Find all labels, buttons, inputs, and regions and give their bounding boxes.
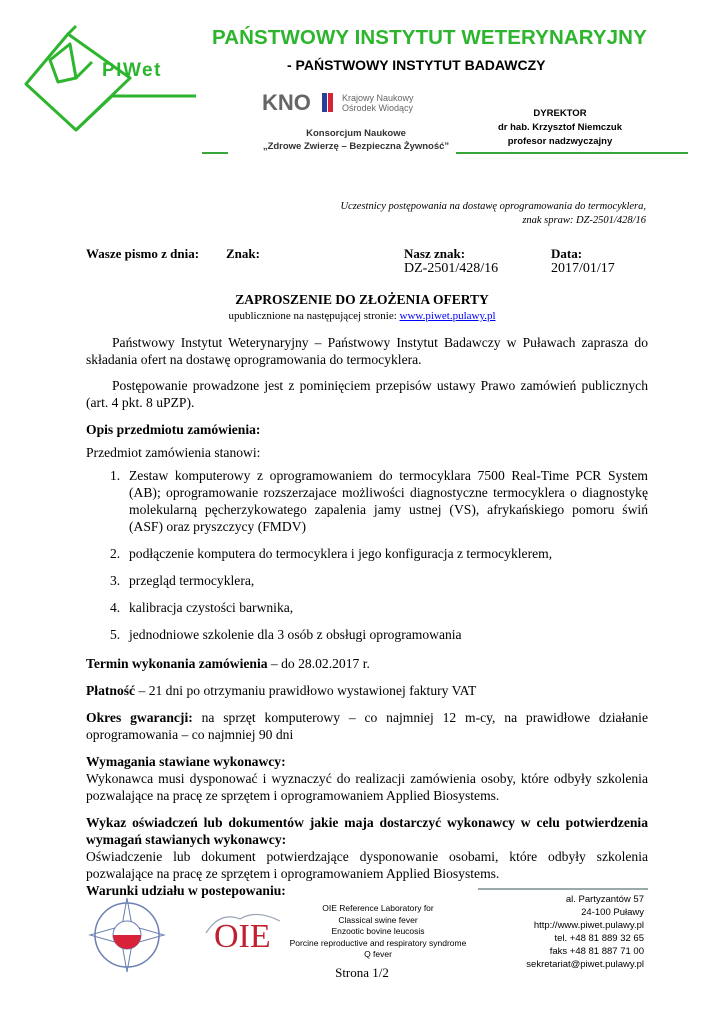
page-number: Strona 1/2 <box>335 965 389 980</box>
institute-subname: - PAŃSTWOWY INSTYTUT BADAWCZY <box>287 57 546 73</box>
warunki-heading: Warunki udziału w postepowaniu: <box>86 883 286 898</box>
address-email[interactable]: sekretariat@piwet.pulawy.pl <box>526 959 644 970</box>
our-sign-value: DZ-2501/428/16 <box>404 261 499 276</box>
list-item-number: 1. <box>110 468 121 483</box>
list-item <box>86 545 648 562</box>
director-block <box>470 107 650 149</box>
wykaz-heading: Wykaz oświadczeń lub dokumentów jakie maja dostarczyć wykonawcy w celu potwierdzenia wymagań stawianych wykonawcy: <box>86 815 648 847</box>
piwet-logo <box>20 22 200 137</box>
header-divider-left <box>202 152 228 154</box>
oie-line: Enzootic bovine leucosis <box>331 926 425 936</box>
subtitle-prefix: upublicznione na następującej stronie: <box>228 310 400 322</box>
list-item <box>86 626 648 643</box>
gwarancja-label: Okres gwarancji: <box>86 710 193 725</box>
platnosc-line <box>86 682 648 699</box>
items-list <box>86 467 648 643</box>
document-title: ZAPROSZENIE DO ZŁOŻENIA OFERTY <box>235 292 489 307</box>
director-name: dr hab. Krzysztof Niemczuk <box>497 122 623 133</box>
list-item-text: kalibracja czystości barwnika, <box>129 600 294 615</box>
list-item-text: jednodniowe szkolenie dla 3 osób z obsługi oprogramowania <box>129 627 462 642</box>
gwarancja-line <box>86 709 648 743</box>
address-street: al. Partyzantów 57 <box>565 894 644 905</box>
address-website[interactable]: http://www.piwet.pulawy.pl <box>533 920 644 931</box>
platnosc-value: – 21 dni po otrzymaniu prawidłowo wystawionej faktury VAT <box>135 683 477 698</box>
address-fax: faks +48 81 887 71 00 <box>549 946 644 957</box>
kno-logo-text: KNO <box>262 90 311 115</box>
oie-line: Q fever <box>364 949 392 959</box>
website-link[interactable]: www.piwet.pulawy.pl <box>399 310 496 322</box>
date-value: 2017/01/17 <box>551 261 615 276</box>
list-item-number: 5. <box>110 627 121 642</box>
institute-name: PAŃSTWOWY INSTYTUT WETERYNARYJNY <box>212 26 647 49</box>
document-subtitle <box>0 310 724 322</box>
date-label: Data: <box>551 246 583 261</box>
recipients-line1: Uczestnicy postępowania na dostawę oprogramowania do termocyklera, <box>340 201 646 212</box>
our-sign-label: Nasz znak: <box>404 246 466 261</box>
list-item-number: 4. <box>110 600 121 615</box>
oie-logo-text: OIE <box>214 918 271 955</box>
address-city: 24-100 Puławy <box>581 907 644 918</box>
kno-line2: Ośrodek Wiodący <box>342 103 414 113</box>
przedmiot-text: Przedmiot zamówienia stanowi: <box>86 445 261 460</box>
oie-logo <box>200 903 286 955</box>
list-item-text: Zestaw komputerowy z oprogramowaniem do termocyklara 7500 Real-Time PCR System (AB); oprogramowanie rozszerzajace możliwości diagnostyczne termocyklera o diagnostykę molekularną pęcherzykowatego zapalenia jamy ustnej (VS), afrykańskiego pomoru świń (ASF) oraz pryszczycy (FMDV) <box>129 468 648 534</box>
piwet-logo-text: PIWet <box>102 60 162 81</box>
list-item-text: przegląd termocyklera, <box>129 573 255 588</box>
kno-line1: Krajowy Naukowy <box>342 93 414 103</box>
list-item <box>86 467 648 535</box>
oie-reference-text <box>285 903 471 961</box>
termin-label: Termin wykonania zamówienia <box>86 656 268 671</box>
kno-logo <box>248 84 438 124</box>
list-item <box>86 599 648 616</box>
opis-heading: Opis przedmiotu zamówienia: <box>86 422 261 437</box>
recipients-line2: znak spraw: DZ-2501/428/16 <box>522 215 646 226</box>
oie-line: Classical swine fever <box>338 914 418 925</box>
your-letter-label: Wasze pismo z dnia: <box>86 246 200 261</box>
header-divider-right <box>456 152 688 154</box>
list-item <box>86 572 648 589</box>
konsorcjum-block <box>236 127 476 153</box>
platnosc-label: Płatność <box>86 683 136 698</box>
wymagania-text: Wykonawca musi dysponować i wyznaczyć do realizacji zamówienia osoby, które odbyły szkolenia pozwalające na pracę ze sprzętem i oprogramowaniem Applied Biosystems. <box>86 771 648 803</box>
recipients-note <box>300 200 646 228</box>
gwarancja-value: na sprzęt komputerowy – co najmniej 12 m-cy, na prawidłowe działanie oprogramowania – co najmniej 90 dni <box>86 710 648 742</box>
director-role: profesor nadzwyczajny <box>507 136 613 147</box>
sign-label: Znak: <box>226 246 260 261</box>
oie-line: Porcine reproductive and respiratory syndrome <box>289 937 467 948</box>
termin-value: – do 28.02.2017 r. <box>267 656 370 671</box>
institutes-seal-logo <box>88 896 166 974</box>
document-body <box>86 330 648 899</box>
paragraph-intro: Państwowy Instytut Weterynaryjny – Państwowy Instytut Badawczy w Puławach zaprasza do składania ofert na dostawę oprogramowania do termocyklera. <box>86 335 648 367</box>
address-block <box>478 893 644 971</box>
termin-line <box>86 655 648 672</box>
konsorcjum-line2: „Zdrowe Zwierzę – Bezpieczna Żywność” <box>262 141 450 152</box>
oie-line: OIE Reference Laboratory for <box>322 903 434 913</box>
address-phone: tel. +48 81 889 32 65 <box>554 933 644 944</box>
list-item-text: podłączenie komputera do termocyklera i jego konfiguracja z termocyklerem, <box>129 546 553 561</box>
address-divider <box>478 888 648 890</box>
list-item-number: 3. <box>110 573 121 588</box>
wykaz-text: Oświadczenie lub dokument potwierdzające dysponowanie osobami, które odbyły szkolenia pozwalające na pracę ze sprzętem i oprogramowaniem Applied Biosystems. <box>86 849 648 881</box>
list-item-number: 2. <box>110 546 121 561</box>
paragraph-procedure: Postępowanie prowadzone jest z pominięciem przepisów ustawy Prawo zamówień publicznych (art. 4 pkt. 8 uPZP). <box>86 378 648 410</box>
konsorcjum-line1: Konsorcjum Naukowe <box>306 128 406 139</box>
wymagania-heading: Wymagania stawiane wykonawcy: <box>86 754 286 769</box>
director-title: DYREKTOR <box>533 108 587 119</box>
